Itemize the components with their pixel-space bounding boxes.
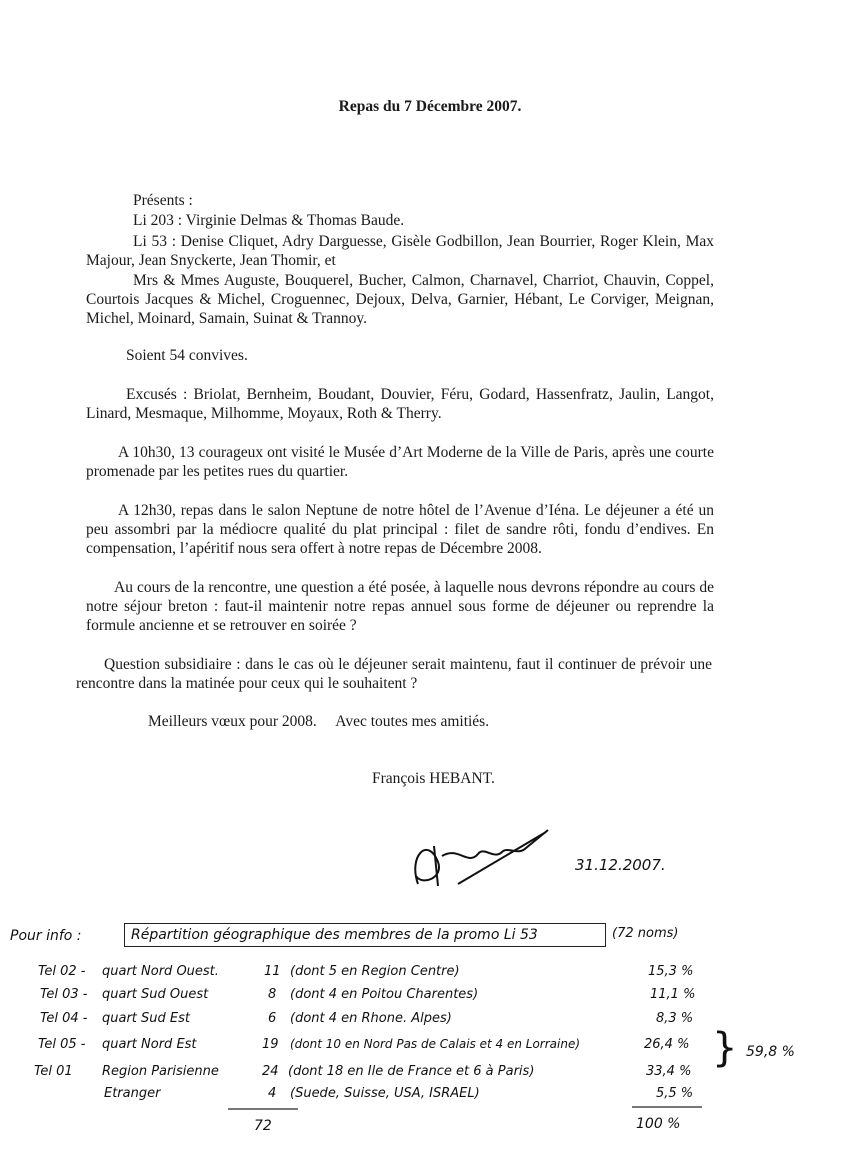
- detail: (dont 5 en Region Centre): [290, 964, 460, 979]
- count: 8: [268, 987, 277, 1002]
- total-percent: 100 %: [636, 1116, 681, 1132]
- percent-underline: [632, 1106, 702, 1108]
- detail: (dont 18 en Ile de France et 6 à Paris): [288, 1064, 535, 1079]
- region: quart Sud Ouest: [102, 987, 209, 1002]
- pour-info-label: Pour info :: [10, 928, 82, 944]
- percent: 5,5 %: [656, 1086, 694, 1101]
- signature-name: François HEBANT.: [372, 770, 495, 787]
- bracket-total: 59,8 %: [746, 1044, 795, 1060]
- count: 6: [268, 1011, 277, 1026]
- table-row: [0, 987, 850, 1009]
- tel-code: Tel 05 -: [38, 1037, 86, 1052]
- question-paragraph: Au cours de la rencontre, une question a été posée, à laquelle nous devrons répondre au cours de notre séjour breton : faut-il maintenir notre repas annuel sous forme de déjeuner ou reprendre la formule ancienne et se retrouver en soirée ?: [86, 579, 714, 634]
- region: quart Sud Est: [102, 1011, 190, 1026]
- total-count: 72: [254, 1118, 272, 1134]
- count: 19: [262, 1037, 279, 1052]
- percent: 33,4 %: [646, 1064, 692, 1079]
- table-row: [0, 1086, 850, 1108]
- count: 11: [264, 964, 281, 979]
- region: quart Nord Ouest.: [102, 964, 219, 979]
- noms-count: (72 noms): [612, 926, 679, 941]
- percent: 15,3 %: [648, 964, 694, 979]
- soient-line: Soient 54 convives.: [126, 347, 248, 364]
- tel-code: Tel 02 -: [38, 964, 86, 979]
- region: quart Nord Est: [102, 1037, 197, 1052]
- tel-code: Tel 03 -: [40, 987, 88, 1002]
- region: Etranger: [104, 1086, 161, 1101]
- lunch-paragraph: A 12h30, repas dans le salon Neptune de notre hôtel de l’Avenue d’Iéna. Le déjeuner a été un peu assombri par la médiocre qualité du plat principal : filet de sandre rôti, fondu d’endives. En compensation, l’apéritif nous sera offert à notre repas de Décembre 2008.: [86, 502, 714, 557]
- percent: 11,1 %: [650, 987, 696, 1002]
- detail: (dont 10 en Nord Pas de Calais et 4 en Lorraine): [290, 1037, 581, 1051]
- count: 24: [262, 1064, 279, 1079]
- table-row: [0, 964, 850, 986]
- page-title: Repas du 7 Décembre 2007.: [338, 98, 522, 115]
- percent: 8,3 %: [656, 1011, 694, 1026]
- sum-underline: [228, 1108, 298, 1110]
- region: Region Parisienne: [102, 1064, 219, 1079]
- percent: 26,4 %: [644, 1037, 690, 1052]
- mrs-mmes-paragraph: Mrs & Mmes Auguste, Bouquerel, Bucher, Calmon, Charnavel, Charriot, Chauvin, Coppel, Courtois Jacques & Michel, Croguennec, Dejoux, Delva, Garnier, Hébant, Le Corviger, Meignan, Michel, Moinard, Samain, Suinat & Trannoy.: [86, 272, 714, 327]
- li53-paragraph: Li 53 : Denise Cliquet, Adry Darguesse, Gisèle Godbillon, Jean Bourrier, Roger Klein, Max Majour, Jean Snyckerte, Jean Thomir, et: [86, 233, 714, 269]
- detail: (Suede, Suisse, USA, ISRAEL): [290, 1086, 480, 1101]
- distribution-heading: Répartition géographique des membres de la promo Li 53: [124, 923, 606, 947]
- subsidiary-paragraph: Question subsidiaire : dans le cas où le déjeuner serait maintenu, faut il continuer de prévoir une rencontre dans la matinée pour ceux qui le souhaitent ?: [76, 656, 712, 692]
- signature-image: [398, 826, 558, 896]
- handwritten-date: 31.12.2007.: [575, 856, 666, 874]
- tel-code: Tel 01: [34, 1064, 73, 1079]
- presents-label: Présents :: [133, 192, 193, 209]
- tel-code: Tel 04 -: [40, 1011, 88, 1026]
- visit-paragraph: A 10h30, 13 courageux ont visité le Musée d’Art Moderne de la Ville de Paris, après une courte promenade par les petites rues du quartier.: [86, 444, 714, 480]
- excuses-paragraph: Excusés : Briolat, Bernheim, Boudant, Douvier, Féru, Godard, Hassenfratz, Jaulin, Langot, Linard, Mesmaque, Milhomme, Moyaux, Roth & Therry.: [86, 386, 714, 422]
- bracket-icon: }: [712, 1025, 738, 1071]
- detail: (dont 4 en Rhone. Alpes): [290, 1011, 452, 1026]
- li203-line: Li 203 : Virginie Delmas & Thomas Baude.: [133, 212, 405, 229]
- count: 4: [268, 1086, 277, 1101]
- wishes-line: Meilleurs vœux pour 2008. Avec toutes mes amitiés.: [148, 713, 490, 730]
- detail: (dont 4 en Poitou Charentes): [290, 987, 479, 1002]
